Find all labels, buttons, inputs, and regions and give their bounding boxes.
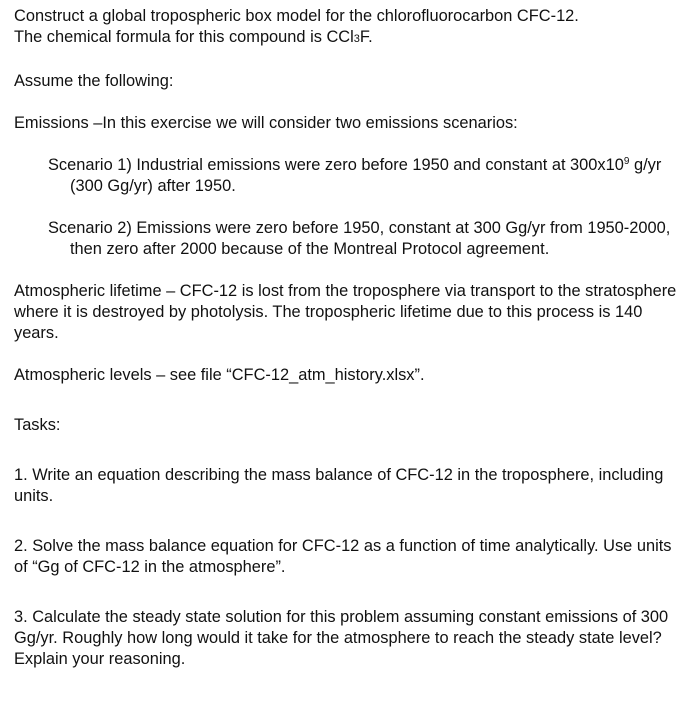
intro-line-1: Construct a global tropospheric box model for the chlorofluorocarbon CFC-12. [14, 7, 579, 25]
task-3: 3. Calculate the steady state solution for this problem assuming constant emissions of 300 Gg/yr. Roughly how long would it take for the atmosphere to reach the steady state level? Explain your reasoning. [14, 608, 669, 668]
lifetime-paragraph: Atmospheric lifetime – CFC-12 is lost from the troposphere via transport to the stratosphere where it is destroyed by photolysis. The tropospheric lifetime due to this process is 140 years. [14, 282, 677, 342]
levels-paragraph: Atmospheric levels – see file “CFC-12_atm_history.xlsx”. [14, 366, 425, 384]
scenario-2: Scenario 2) Emissions were zero before 1950, constant at 300 Gg/yr from 1950-2000, then zero after 2000 because of the Montreal Protocol agreement. [48, 219, 671, 258]
scenario-1 [14, 155, 678, 197]
assume-heading: Assume the following: [14, 72, 174, 90]
document-body [14, 6, 678, 691]
intro-line-2-subscript: 3 [353, 33, 360, 45]
scenario-1-text: Scenario 1) Industrial emissions were zero before 1950 and constant at 300x10 [48, 156, 624, 174]
intro-line-2-prefix: The chemical formula for this compound is CCl [14, 28, 354, 46]
tasks-heading: Tasks: [14, 416, 61, 434]
intro-line-2-suffix: F. [359, 28, 373, 46]
intro-paragraph [14, 6, 678, 50]
emissions-heading: Emissions –In this exercise we will consider two emissions scenarios: [14, 114, 518, 132]
task-1: 1. Write an equation describing the mass balance of CFC-12 in the troposphere, including units. [14, 466, 664, 505]
scenario-1-suffix: g/yr (300 Gg/yr) after 1950. [70, 156, 662, 195]
scenario-1-exponent: 9 [623, 156, 630, 167]
task-2: 2. Solve the mass balance equation for CFC-12 as a function of time analytically. Use units of “Gg of CFC-12 in the atmosphere”. [14, 537, 672, 576]
